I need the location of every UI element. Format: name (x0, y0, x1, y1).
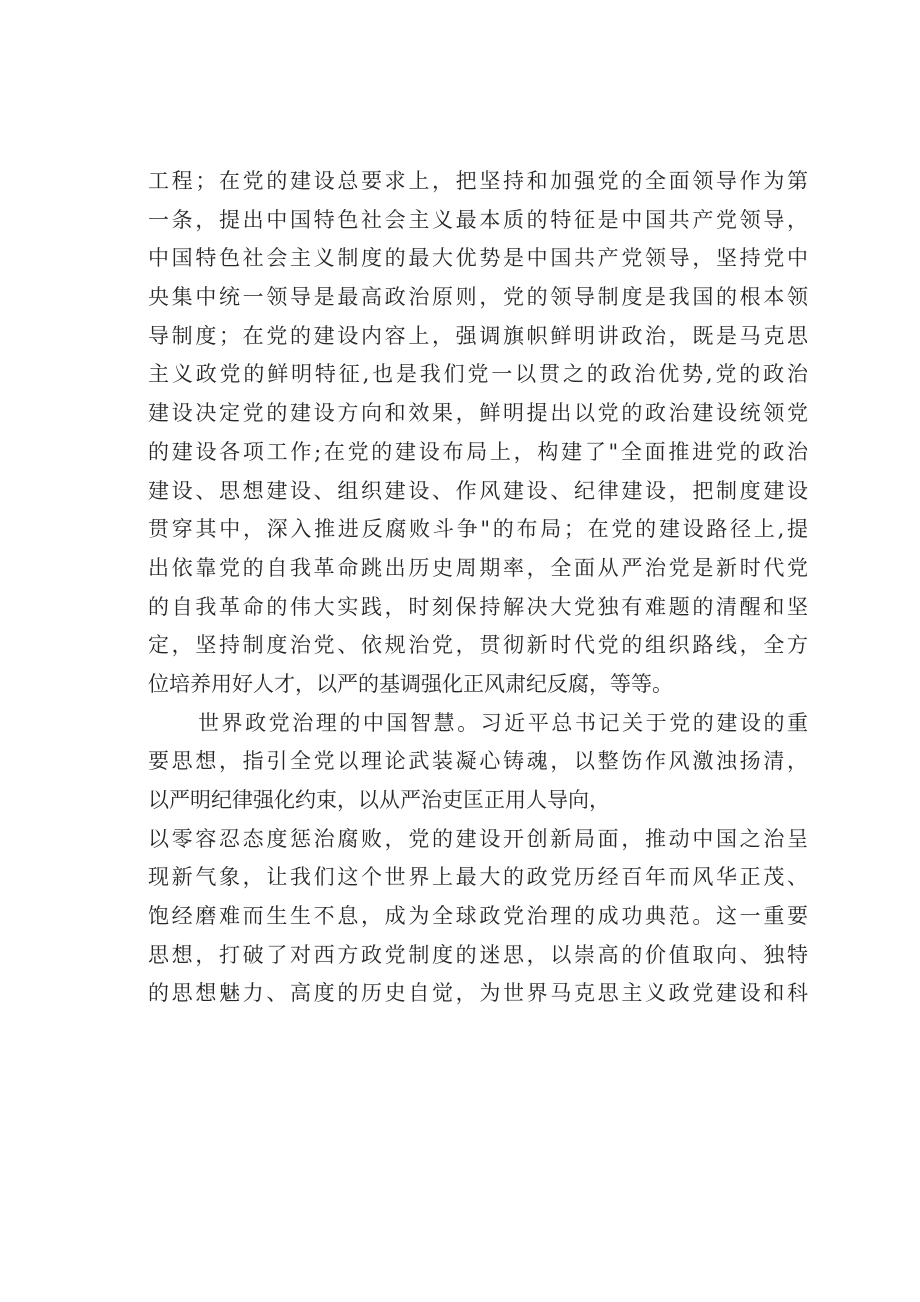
text-line: 以零容忍态度惩治腐败，党的建设开创新局面，推动中国之治呈 (148, 826, 808, 851)
paragraph-start-line: 世界政党治理的中国智慧。习近平总书记关于党的建设的重 (198, 710, 808, 735)
text-line-short: 以严明纪律强化约束，以从严治吏匡正用人导向， (148, 788, 610, 812)
body-text (148, 162, 808, 1013)
text-line: 要思想，指引全党以理论武装凝心铸魂，以整饬作风激浊扬清， (148, 749, 808, 774)
text-line: 贯穿其中，深入推进反腐败斗争"的布局；在党的建设路径上,提 (148, 517, 808, 542)
text-line: 出依靠党的自我革命跳出历史周期率，全面从严治党是新时代党 (148, 555, 808, 580)
text-line: 建设决定党的建设方向和效果，鲜明提出以党的政治建设统领党 (148, 401, 808, 426)
text-line: 思想，打破了对西方政党制度的迷思，以崇高的价值取向、独特 (148, 942, 808, 967)
text-line: 饱经磨难而生生不息，成为全球政党治理的成功典范。这一重要 (148, 904, 808, 929)
text-line: 工程；在党的建设总要求上，把坚持和加强党的全面领导作为第 (148, 169, 808, 193)
text-line: 建设、思想建设、组织建设、作风建设、纪律建设，把制度建设 (148, 478, 808, 503)
text-line: 中国特色社会主义制度的最大优势是中国共产党领导，坚持党中 (148, 246, 808, 271)
text-line: 的自我革命的伟大实践，时刻保持解决大党独有难题的清醒和坚 (148, 594, 808, 619)
text-line: 导制度；在党的建设内容上，强调旗帜鲜明讲政治，既是马克思 (148, 323, 808, 348)
text-line: 主义政党的鲜明特征,也是我们党一以贯之的政治优势,党的政治 (148, 362, 808, 387)
text-line: 央集中统一领导是最高政治原则，党的领导制度是我国的根本领 (148, 285, 808, 310)
paragraph-end-line: 位培养用好人才，以严的基调强化正风肃纪反腐，等等。 (148, 671, 673, 696)
text-line: 一条，提出中国特色社会主义最本质的特征是中国共产党领导， (148, 207, 808, 232)
text-line: 的建设各项工作;在党的建设布局上，构建了"全面推进党的政治 (148, 439, 808, 464)
text-line: 的思想魅力、高度的历史自觉，为世界马克思主义政党建设和科 (148, 981, 808, 1006)
text-line: 定，坚持制度治党、依规治党，贯彻新时代党的组织路线，全方 (148, 633, 808, 658)
text-line: 现新气象，让我们这个世界上最大的政党历经百年而风华正茂、 (148, 865, 808, 890)
